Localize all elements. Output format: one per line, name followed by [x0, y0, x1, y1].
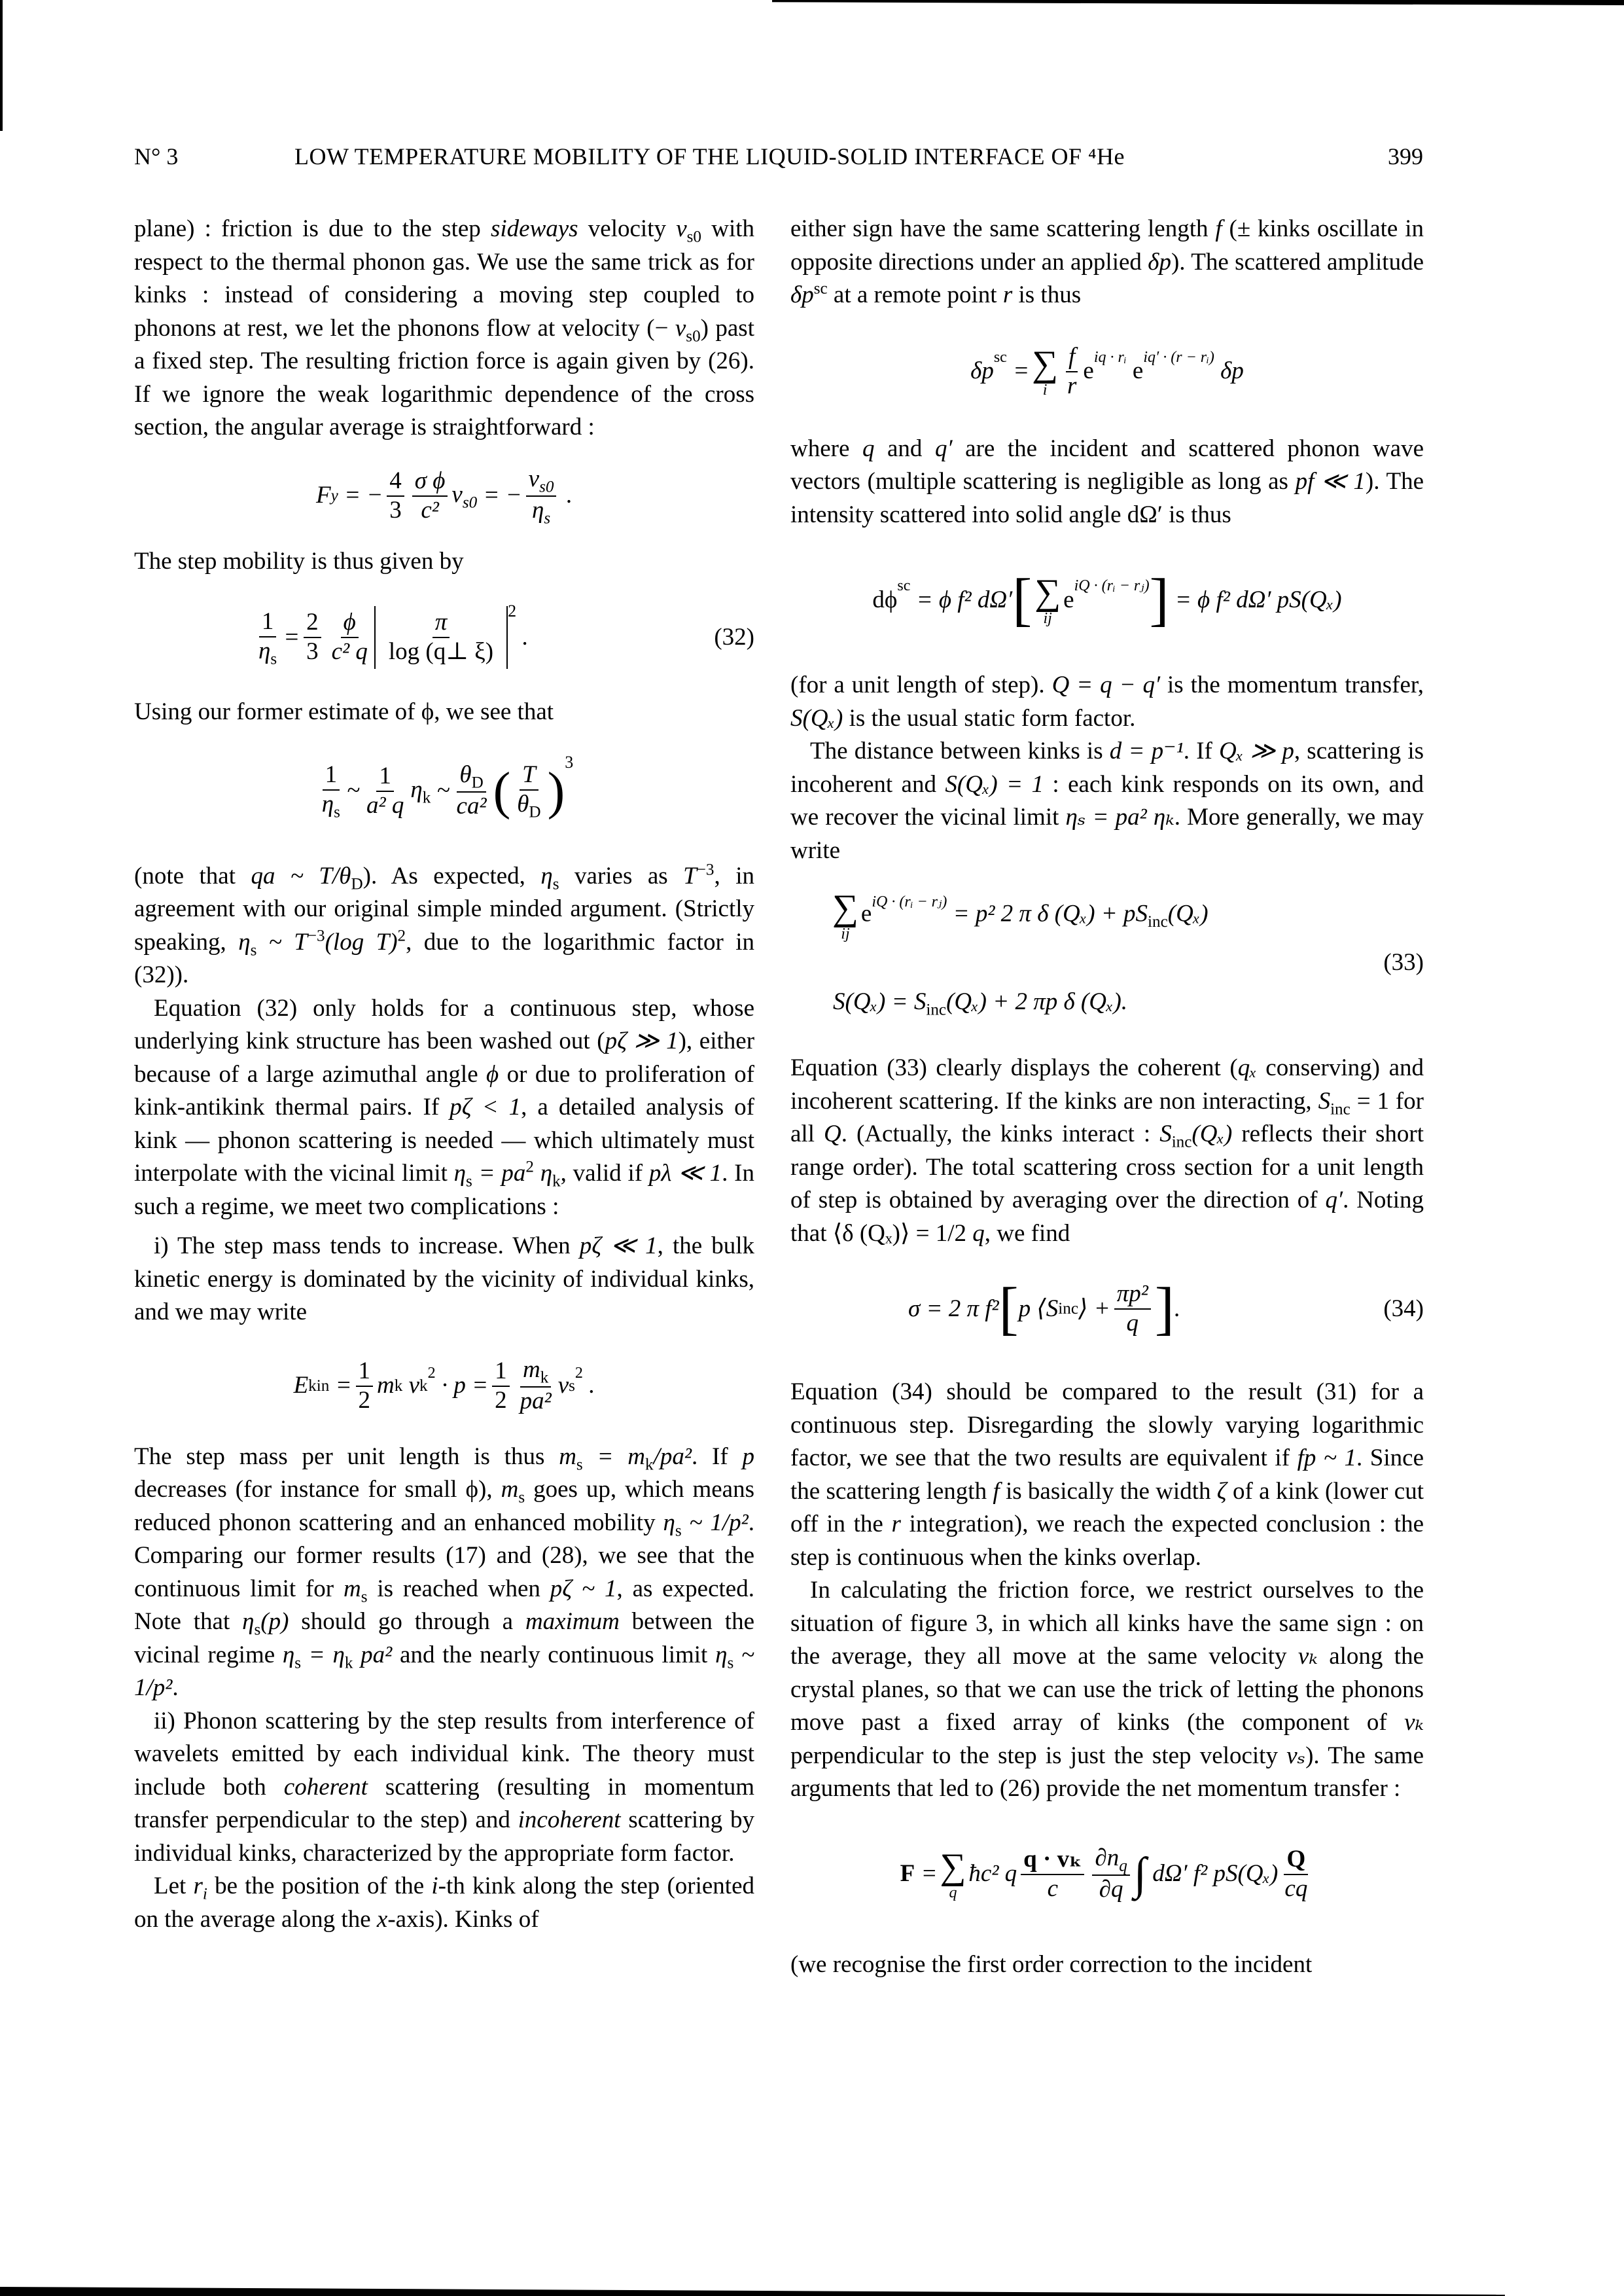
scan-edge-top: [772, 0, 1624, 5]
exponent: iq′ · (r − rᵢ): [1143, 348, 1214, 366]
equation-33: ∑ ij eiQ · (rᵢ − rⱼ) = p² 2 π δ $(Q_x) + pS_{inc}(Q_x)$ $S(Q_x) = S_{inc}(Q_x) + 2$ πp δ (Qₓ). (33): [832, 888, 1424, 1019]
paragraph: The distance between kinks is d = p⁻¹. If Qₓ ≫ p, scattering is incoherent and S(Qₓ) = 1 : each kink responds on its own, and we recover the vicinal limit ηₛ = pa² ηₖ. More generally, we may write: [790, 738, 1424, 864]
exponent: iQ · (rᵢ − rⱼ): [1074, 577, 1150, 594]
paragraph: Equation (32) only holds for a continuous step, whose underlying kink structure has been washed out (pζ ≫ 1), either because of a large azimuthal angle ϕ or due to proliferation of kink-antikink thermal pairs. If pζ < 1, a detailed analysis of kink — phonon scattering is needed — which ultimately must interpolate with the vicinal limit $\eta_s = pa^2$ $\eta_k$, valid if pλ ≪ 1. In such a regime, we meet two complications :: [134, 994, 755, 1220]
right-column: [790, 213, 1424, 1981]
running-head: [134, 143, 1423, 175]
paragraph: either sign have the same scattering length f (± kinks oscillate in opposite directions under an applied δp). The scattered amplitude $\delta p^{sc}$ at a remote point r is thus: [790, 215, 1424, 308]
page-number: 399: [1388, 143, 1423, 170]
equation-number: (32): [714, 623, 754, 651]
equation-scattered-amplitude: δp sc = ∑ i $\frac{f}{r}$ e iq · rᵢ e iq′ · (r − rᵢ) δp: [970, 342, 1244, 399]
paragraph: i) The step mass tends to increase. When pζ ≪ 1, the bulk kinetic energy is dominated by the vicinity of individual kinks, and we may write: [134, 1232, 755, 1325]
paragraph: Using our former estimate of ϕ, we see that: [134, 698, 554, 725]
equation-number: (34): [1383, 1295, 1424, 1322]
paragraph: where q and q′ are the incident and scattered phonon wave vectors (multiple scattering is negligible as long as pf ≪ 1). The intensity scattered into solid angle dΩ′ is thus: [790, 435, 1424, 528]
paragraph: plane) : friction is due to the step sideways velocity $v_{s0}$ with respect to the thermal phonon gas. We use the same trick as for kinks : instead of considering a moving step coupled to phonons at rest, we let the phonons flow at velocity (− $v_{s0}$) past a fixed step. The resulting friction force is again given by (26). If we ignore the weak logarithmic dependence of the cross section, the angular average is straightforward :: [134, 215, 755, 440]
paragraph: The step mobility is thus given by: [134, 547, 464, 575]
running-title: LOW TEMPERATURE MOBILITY OF THE LIQUID-SOLID INTERFACE OF ⁴He: [294, 143, 1125, 170]
equation-ekin: E kin = $\frac{1}{2}$ m k v k 2 · p = $\frac{1}{2}$ $\frac{m_k}{\text{pa²}}$ v s 2 .: [293, 1356, 595, 1414]
equation-estimate: $\frac{1}{\eta_s}$ ~ $\frac{1}{\text{a² q}}$ $\eta_k$ ~ $\frac{\theta_D}{\text{ca²}}$ ( $\frac{T}{\theta_D}$ ) 3: [321, 752, 574, 821]
paragraph: ii) Phonon scattering by the step results from interference of wavelets emitted by each individual kink. The theory must include both coherent scattering (resulting in momentum transfer perpendicular to the step) and incoherent scattering by individual kinks, characterized by the appropriate form factor.: [134, 1707, 754, 1867]
equation-scattered-intensity: dϕ sc = ϕ f² dΩ′ [ ∑ ij e iQ · (rᵢ − rⱼ) ] = ϕ f² dΩ′ pS(Qₓ): [872, 567, 1342, 632]
equation-34: σ = 2 π f² [ p ⟨S inc ⟩ + $\frac{\text{πp²}}{q}$ ] . (34): [908, 1276, 1424, 1341]
left-column: [134, 213, 754, 1936]
paragraph: The step mass per unit length is thus $m_s = m_k/pa^2$. If p decreases (for instance for small ϕ), $m_s$ goes up, which means reduced phonon scattering and an enhanced mobility $\eta_s$ ~ 1/p². Comparing our former results (17) and (28), we see that the continuous limit for $m_s$ is reached when pζ ~ 1, as expected. Note that $\eta_s(p)$ should go through a maximum between the vicinal regime $\eta_s = \eta_k$ pa² and the nearly continuous limit $\eta_s$ ~ 1/p².: [134, 1443, 754, 1701]
equation-32: $\frac{1}{\eta_s}$ = $\frac{2}{3}$ $\frac{\phi}{\text{c² q}}$ $\frac{\pi}{\log (q\perp \xi)}$ 2 . (32): [258, 601, 754, 668]
scan-edge-left: [0, 0, 3, 131]
scan-edge-bottom: [0, 2287, 1505, 2296]
paragraph: Let $r_i$ be the position of the i-th kink along the step (oriented on the average along the x-axis). Kinks of: [134, 1873, 754, 1933]
paragraph: Equation (33) clearly displays the coherent (qₓ conserving) and incoherent scattering. If the kinks are non interacting, $S_{inc} = 1$ for all Q. (Actually, the kinks interact : $S_{inc}(Q_x)$ reflects their short range order). The total scattering cross section for a unit length of step is obtained by averaging over the direction of q′. Noting that ⟨δ (Qₓ)⟩ = 1/2 q, we find: [790, 1054, 1424, 1247]
exponent: iQ · (rᵢ − rⱼ): [872, 893, 947, 911]
paragraph: (for a unit length of step). Q = q − q′ is the momentum transfer, S(Qₓ) is the usual static form factor.: [790, 672, 1424, 732]
paragraph: (note that qa ~ $T/\theta_D$). As expected, $\eta_s$ varies as $T^{-3}$, in agreement with our original simple minded argument. (Strictly speaking, $\eta_s$ ~ $T^{-3}(\log$ T)$^2$, due to the logarithmic factor in (32)).: [134, 861, 754, 988]
paragraph: (we recognise the first order correction to the incident: [790, 1950, 1313, 1978]
equation-fy: F y = − $\frac{4}{3}$ $\frac{\text{σ ϕ}}{\text{c²}}$ $v_{s0}$ = − $\frac{v_{s0}}{\eta_s}$ .: [316, 465, 573, 527]
issue-number: N° 3: [134, 143, 179, 170]
paragraph: Equation (34) should be compared to the result (31) for a continuous step. Disregarding the slowly varying logarithmic factor, we see that the two results are equivalent if fp ~ 1. Since the scattering length f is basically the width ζ of a kink (lower cut off in the r integration), we reach the expected conclusion : the step is continuous when the kinks overlap.: [790, 1378, 1424, 1571]
exponent: iq · rᵢ: [1093, 348, 1127, 366]
equation-momentum-transfer: F = ∑ q ħc² q $\frac{\text{q · vₖ}}{c}$ $\frac{\partial n_q}{\partial q}$ ∫ dΩ′ f² pS(Qₓ) $\frac{Q}{cq}$: [900, 1844, 1308, 1903]
equation-number: (33): [1383, 949, 1424, 976]
paragraph: In calculating the friction force, we restrict ourselves to the situation of figure 3, in which all kinks have the same sign : on the average, they all move at the same velocity vₖ along the crystal planes, so that we can use the trick of letting the phonons move past a fixed array of kinks (the component of vₖ perpendicular to the step is just the step velocity vₛ). The same arguments that led to (26) provide the net momentum transfer :: [790, 1577, 1424, 1802]
